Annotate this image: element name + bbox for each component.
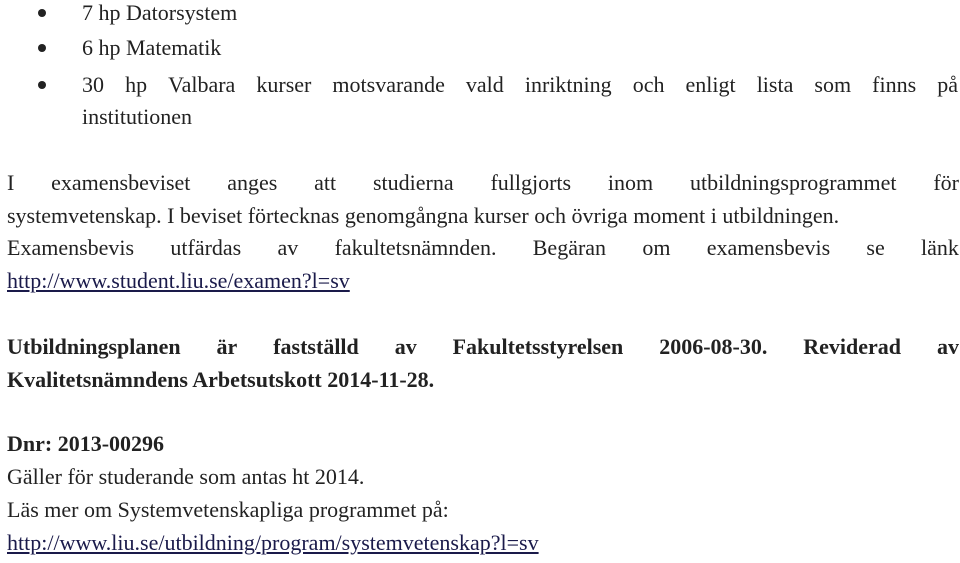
exam-paragraph-line [7,167,959,199]
course-word: på [937,72,958,97]
course-word: motsvarande [332,72,445,97]
course-word: och [632,72,665,97]
course-word: hp [125,72,148,97]
read-more-text: Läs mer om Systemvetenskapliga programmet på: [7,497,449,522]
validity-text: Gäller för studerande som antas ht 2014. [7,464,365,489]
course-word: kurser [256,72,312,97]
paragraph-word: studierna [372,170,454,195]
course-item [82,69,958,101]
paragraph-word: anges [227,170,278,195]
exam-link[interactable]: http://www.student.liu.se/examen?l=sv [7,268,350,293]
adoption-word: Reviderad [803,334,902,359]
paragraph-word: om [642,235,671,260]
paragraph-word: utfärdas [170,235,242,260]
course-word: som [814,72,852,97]
course-item: 6 hp Matematik [82,35,222,60]
adoption-word: av [394,334,417,359]
paragraph-word: se [866,235,885,260]
adoption-line [7,331,959,363]
paragraph-word: av [277,235,299,260]
adoption-word: fastställd [273,334,359,359]
adoption-word: Utbildningsplanen [7,334,181,359]
exam-link-wrap [7,265,350,297]
paragraph-word: Begäran [532,235,607,260]
course-word: inriktning [524,72,612,97]
adoption-word: 2006-08-30. [659,334,768,359]
paragraph-word: inom [607,170,654,195]
course-word: Valbara [168,72,236,97]
course-word: vald [465,72,504,97]
bullet-icon [38,9,46,17]
exam-paragraph-line: systemvetenskap. I beviset förtecknas genomgångna kurser och övriga moment i utbildningen. [7,203,840,228]
bullet-icon [38,44,46,52]
paragraph-word: I [7,170,15,195]
paragraph-word: utbildningsprogrammet [689,170,897,195]
paragraph-word: att [314,170,337,195]
course-word: finns [872,72,917,97]
bullet-icon [38,81,46,89]
adoption-word: av [936,334,959,359]
adoption-line: Kvalitetsnämndens Arbetsutskott 2014-11-28. [7,367,435,392]
paragraph-word: för [933,170,959,195]
paragraph-word: länk [921,235,959,260]
course-word: 30 [82,72,104,97]
adoption-word: är [216,334,238,359]
course-item-continued: institutionen [82,104,192,129]
paragraph-word: fullgjorts [490,170,572,195]
paragraph-word: Examensbevis [7,235,135,260]
program-link[interactable]: http://www.liu.se/utbildning/program/systemvetenskap?l=sv [7,530,539,555]
course-word: lista [756,72,794,97]
dnr-label: Dnr: 2013-00296 [7,431,165,456]
course-item: 7 hp Datorsystem [82,0,238,25]
paragraph-word: examensbevis [706,235,831,260]
paragraph-word: fakultetsnämnden. [334,235,497,260]
paragraph-word: examensbeviset [51,170,191,195]
course-word: enligt [685,72,736,97]
program-link-wrap [7,527,539,559]
adoption-word: Fakultetsstyrelsen [452,334,624,359]
exam-paragraph-line [7,232,959,264]
